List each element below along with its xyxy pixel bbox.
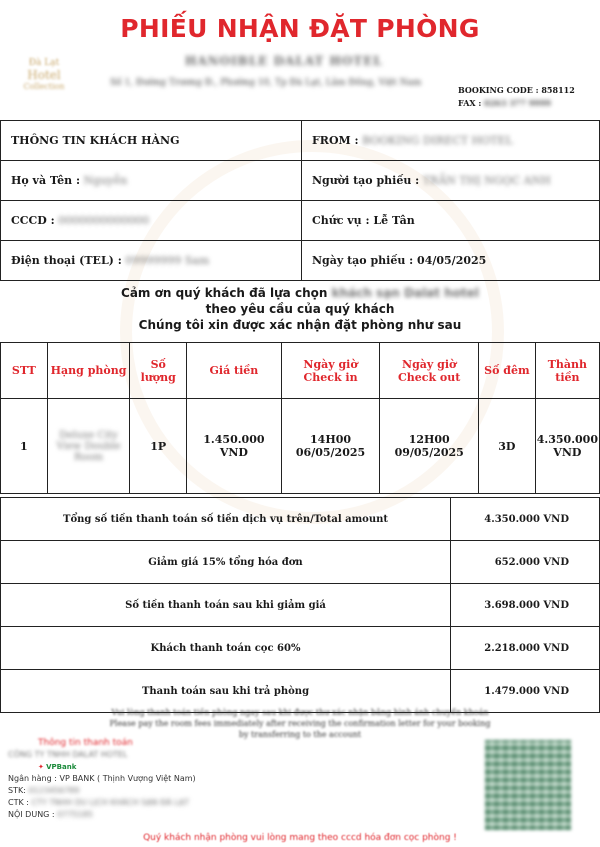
- total-amount-row: [1, 498, 600, 541]
- from-cell: [302, 121, 600, 161]
- discount-row: [1, 541, 600, 584]
- row-quantity: 1P: [130, 399, 187, 494]
- account-number-label: STK:: [8, 786, 26, 795]
- fax-value: 0263 377 9999: [484, 98, 551, 108]
- row-checkin: [281, 399, 380, 494]
- account-number-value: 0123456789: [28, 786, 80, 795]
- created-date-cell: Ngày tạo phiếu : 04/05/2025: [302, 241, 600, 281]
- booking-items-table: [0, 342, 600, 494]
- row-total-currency: VND: [553, 446, 582, 459]
- logo-line-2: Hotel: [27, 67, 61, 82]
- deposit-label: Khách thanh toán cọc 60%: [1, 627, 451, 670]
- row-price-currency: VND: [219, 446, 248, 459]
- fax-label: FAX :: [458, 98, 482, 108]
- from-label: FROM :: [312, 134, 359, 147]
- id-cell: [1, 201, 302, 241]
- customer-info-table: [0, 120, 600, 281]
- phone-label: Điện thoại (TEL) :: [11, 254, 122, 267]
- after-discount-label: Số tiền thanh toán sau khi giảm giá: [1, 584, 451, 627]
- bank-name: Ngân hàng : VP BANK ( Thịnh Vượng Việt Nam): [8, 774, 196, 783]
- row-room-type: Deluxe City View Double Room: [47, 399, 130, 494]
- footer-reminder: Quý khách nhận phòng vui lòng mang theo cccd hóa đơn cọc phòng !: [143, 833, 457, 843]
- thanks-line-1: [0, 285, 600, 301]
- payment-note-line-2: Please pay the room fees immediately after receiving the confirmation letter for your booking: [109, 719, 491, 728]
- id-value: 0000000000000: [58, 214, 150, 227]
- total-amount-label: Tổng số tiền thanh toán số tiền dịch vụ trên/Total amount: [1, 498, 451, 541]
- thanks-message: [0, 285, 600, 333]
- discount-label: Giảm giá 15% tổng hóa đơn: [1, 541, 451, 584]
- balance-value: 1.479.000 VND: [451, 670, 600, 713]
- transfer-content-row: [8, 810, 308, 819]
- account-number-row: [8, 786, 308, 795]
- from-value: BOOKING DIRECT HOTEL: [362, 134, 513, 147]
- payment-note-line-3: by transferring to the account: [238, 730, 362, 739]
- header-checkin: Ngày giờ Check in: [281, 343, 380, 399]
- header-total: Thành tiền: [535, 343, 599, 399]
- name-value: Nguyễn: [83, 174, 128, 187]
- total-amount-value: 4.350.000 VND: [451, 498, 600, 541]
- row-price-amount: 1.450.000: [203, 433, 265, 446]
- account-holder-row: [8, 798, 308, 807]
- vpbank-logo-text: VPBank: [46, 763, 77, 771]
- vpbank-logo: [38, 763, 308, 771]
- account-holder-label: CTK :: [8, 798, 29, 807]
- row-price: [187, 399, 282, 494]
- thanks-line-1-hotel: khách sạn Dalat hotel: [331, 286, 479, 300]
- balance-label: Thanh toán sau khi trả phòng: [1, 670, 451, 713]
- thanks-line-3: Chúng tôi xin được xác nhận đặt phòng như sau: [138, 318, 462, 332]
- account-holder-value: CTY TNHH DU LỊCH KHÁCH SẠN ĐÀ LẠT: [31, 798, 190, 807]
- row-total-amount: 4.350.000: [536, 433, 598, 446]
- transfer-content-label: NỘI DUNG :: [8, 810, 55, 819]
- after-discount-value: 3.698.000 VND: [451, 584, 600, 627]
- table-row: [1, 399, 600, 494]
- row-stt: 1: [1, 399, 48, 494]
- totals-table: [0, 497, 600, 713]
- logo-line-3: Collection: [23, 81, 65, 91]
- hotel-logo: [14, 46, 74, 102]
- name-cell: [1, 161, 302, 201]
- header-price: Giá tiền: [187, 343, 282, 399]
- row-checkin-date: 06/05/2025: [295, 446, 366, 459]
- phone-value: 09999999 Sam: [125, 254, 210, 267]
- header-room-type: Hạng phòng: [47, 343, 130, 399]
- discount-value: 652.000 VND: [451, 541, 600, 584]
- deposit-value: 2.218.000 VND: [451, 627, 600, 670]
- logo-line-1: Đà Lạt: [28, 57, 60, 68]
- header-nights: Số đêm: [479, 343, 536, 399]
- name-label: Họ và Tên :: [11, 174, 81, 187]
- booking-code-block: [458, 84, 575, 110]
- transfer-content-value: 0775185: [57, 810, 93, 819]
- payment-note-line-1: Vui lòng thanh toán tiền phòng ngay sau khi được thư xác nhận bằng hình ảnh chuyển khoản: [111, 708, 489, 717]
- header-quantity: Số lượng: [130, 343, 187, 399]
- creator-label: Người tạo phiếu :: [312, 174, 420, 187]
- payment-note: [40, 707, 560, 740]
- vpbank-logo-mark: ✦: [38, 763, 44, 771]
- row-nights: 3D: [479, 399, 536, 494]
- row-checkout-date: 09/05/2025: [394, 446, 464, 459]
- items-header-row: [1, 343, 600, 399]
- payment-qr-code: [485, 740, 571, 830]
- hotel-name: HANOIBLE DALAT HOTEL: [185, 54, 383, 68]
- customer-section-title: THÔNG TIN KHÁCH HÀNG: [1, 121, 302, 161]
- after-discount-row: [1, 584, 600, 627]
- id-label: CCCD :: [11, 214, 55, 227]
- payment-info-block: [8, 738, 308, 819]
- creator-value: TRẦN THỊ NGỌC ANH: [422, 174, 551, 187]
- position-cell: Chức vụ : Lễ Tân: [302, 201, 600, 241]
- booking-code: BOOKING CODE : 858112: [458, 85, 575, 95]
- payment-holder-line: CÔNG TY TNHH DALAT HOTEL: [8, 750, 128, 759]
- thanks-line-2: theo yêu cầu của quý khách: [205, 302, 395, 316]
- header-stt: STT: [1, 343, 48, 399]
- document-title: PHIẾU NHẬN ĐẶT PHÒNG: [120, 14, 480, 43]
- row-checkout-time: 12H00: [408, 433, 450, 446]
- payment-info-header: Thông tin thanh toán: [38, 738, 133, 748]
- creator-cell: [302, 161, 600, 201]
- row-checkin-time: 14H00: [310, 433, 352, 446]
- header-checkout: Ngày giờ Check out: [380, 343, 479, 399]
- deposit-row: [1, 627, 600, 670]
- row-checkout: [380, 399, 479, 494]
- thanks-line-1-prefix: Cảm ơn quý khách đã lựa chọn: [121, 286, 328, 300]
- phone-cell: [1, 241, 302, 281]
- row-total: [535, 399, 599, 494]
- hotel-address: Số 1, Đường Trương Đ., Phường 10, Tp Đà Lạt, Lâm Đồng, Việt Nam: [110, 78, 422, 88]
- fax-line: [458, 97, 575, 110]
